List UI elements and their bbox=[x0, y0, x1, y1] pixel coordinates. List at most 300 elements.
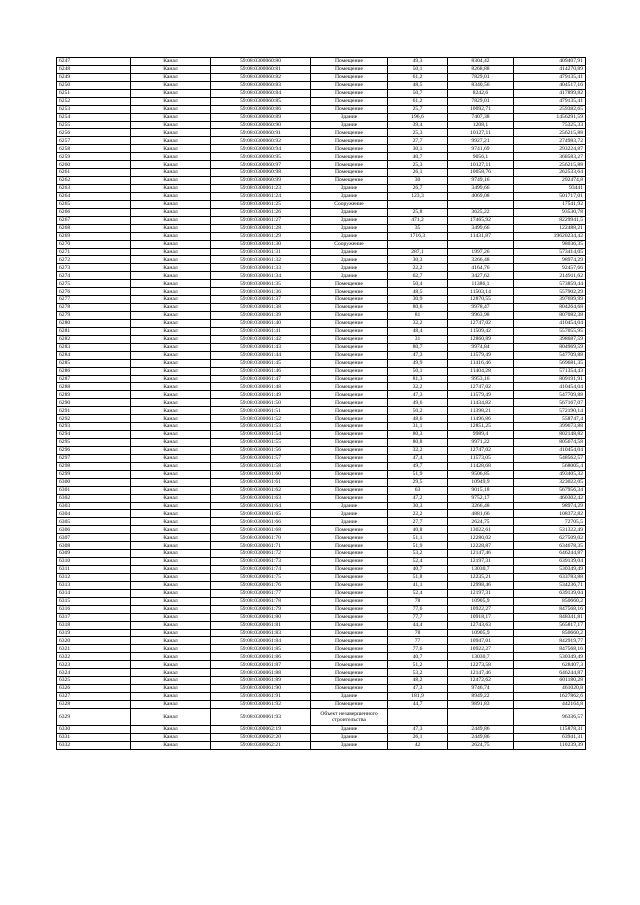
object-type-cell: Здание bbox=[311, 216, 388, 224]
cadastral-number-cell: 59:08:0300061:56 bbox=[211, 446, 311, 454]
settlement-cell: Канал bbox=[131, 177, 211, 185]
cadastral-number-cell: 59:08:0300061:73 bbox=[211, 558, 311, 566]
cadastral-value-cell: 399673,88 bbox=[514, 423, 586, 431]
cadastral-value-cell: 802148,82 bbox=[514, 431, 586, 439]
row-number-cell: 6251 bbox=[57, 89, 131, 97]
row-number-cell: 6247 bbox=[57, 58, 131, 66]
specific-value-cell: 9963,98 bbox=[448, 312, 514, 320]
area-cell: 52,4 bbox=[388, 589, 448, 597]
table-row bbox=[57, 58, 586, 66]
object-type-cell: Помещение bbox=[311, 407, 388, 415]
cadastral-number-cell: 59:08:0300061:52 bbox=[211, 415, 311, 423]
object-type-cell: Здание bbox=[311, 264, 388, 272]
specific-value-cell: 1997,26 bbox=[448, 248, 514, 256]
object-type-cell: Помещение bbox=[311, 177, 388, 185]
specific-value-cell: 11496,86 bbox=[448, 415, 514, 423]
cadastral-value-cell: 573414,05 bbox=[514, 248, 586, 256]
settlement-cell: Канал bbox=[131, 359, 211, 367]
table-row bbox=[57, 470, 586, 478]
table-row bbox=[57, 558, 586, 566]
settlement-cell: Канал bbox=[131, 264, 211, 272]
cadastral-number-cell: 59:08:0300061:41 bbox=[211, 327, 311, 335]
cadastral-value-cell: 548562,57 bbox=[514, 454, 586, 462]
cadastral-value-cell: 479135,41 bbox=[514, 97, 586, 105]
row-number-cell: 6283 bbox=[57, 343, 131, 351]
specific-value-cell: 12851,25 bbox=[448, 423, 514, 431]
object-type-cell: Помещение bbox=[311, 375, 388, 383]
area-cell: 51,8 bbox=[388, 573, 448, 581]
cadastral-value-cell: 404517,16 bbox=[514, 81, 586, 89]
specific-value-cell: 12197,31 bbox=[448, 558, 514, 566]
cadastral-number-cell: 59:08:0300061:62 bbox=[211, 486, 311, 494]
area-cell: 50,2 bbox=[388, 407, 448, 415]
settlement-cell: Канал bbox=[131, 589, 211, 597]
settlement-cell: Канал bbox=[131, 597, 211, 605]
cadastral-value-cell: 414270,89 bbox=[514, 65, 586, 73]
row-number-cell: 6316 bbox=[57, 605, 131, 613]
table-row bbox=[57, 700, 586, 708]
settlement-cell: Канал bbox=[131, 669, 211, 677]
area-cell: 31 bbox=[388, 335, 448, 343]
table-row bbox=[57, 653, 586, 661]
table-row bbox=[57, 351, 586, 359]
cadastral-value-cell: 72705,5 bbox=[514, 518, 586, 526]
specific-value-cell: 12747,02 bbox=[448, 383, 514, 391]
table-row bbox=[57, 685, 586, 693]
object-type-cell: Помещение bbox=[311, 589, 388, 597]
cadastral-value-cell: 847568,16 bbox=[514, 645, 586, 653]
table-row bbox=[57, 240, 586, 248]
object-type-cell: Объект незавершенного строительства bbox=[311, 708, 388, 725]
cadastral-number-cell: 59:08:0300061:66 bbox=[211, 518, 311, 526]
row-number-cell: 6298 bbox=[57, 462, 131, 470]
row-number-cell: 6325 bbox=[57, 677, 131, 685]
object-type-cell: Помещение bbox=[311, 89, 388, 97]
cadastral-number-cell: 59:08:0300061:45 bbox=[211, 359, 311, 367]
cadastral-number-cell: 59:08:0300060:86 bbox=[211, 105, 311, 113]
settlement-cell: Канал bbox=[131, 399, 211, 407]
specific-value-cell: 12747,02 bbox=[448, 319, 514, 327]
cadastral-value-cell: 262533,64 bbox=[514, 169, 586, 177]
settlement-cell: Канал bbox=[131, 65, 211, 73]
table-row bbox=[57, 137, 586, 145]
object-type-cell: Здание bbox=[311, 232, 388, 240]
row-number-cell: 6326 bbox=[57, 685, 131, 693]
table-body bbox=[57, 58, 586, 750]
object-type-cell: Помещение bbox=[311, 288, 388, 296]
specific-value-cell: 11404,28 bbox=[448, 367, 514, 375]
row-number-cell: 6270 bbox=[57, 240, 131, 248]
table-row bbox=[57, 359, 586, 367]
object-type-cell: Сооружение bbox=[311, 240, 388, 248]
cadastral-table bbox=[56, 57, 586, 750]
cadastral-value-cell: 17541,92 bbox=[514, 200, 586, 208]
cadastral-number-cell: 59:08:0300061:27 bbox=[211, 216, 311, 224]
table-row bbox=[57, 208, 586, 216]
specific-value-cell: 11509,42 bbox=[448, 327, 514, 335]
cadastral-value-cell: 809191,91 bbox=[514, 375, 586, 383]
cadastral-number-cell: 59:08:0300061:63 bbox=[211, 494, 311, 502]
cadastral-value-cell: 409407,91 bbox=[514, 58, 586, 66]
cadastral-number-cell: 59:08:0300061:71 bbox=[211, 542, 311, 550]
cadastral-value-cell: 460302,42 bbox=[514, 494, 586, 502]
area-cell: 49,3 bbox=[388, 58, 448, 66]
settlement-cell: Канал bbox=[131, 383, 211, 391]
row-number-cell: 6290 bbox=[57, 399, 131, 407]
cadastral-number-cell: 59:08:0300062:21 bbox=[211, 741, 311, 749]
row-number-cell: 6309 bbox=[57, 550, 131, 558]
settlement-cell: Канал bbox=[131, 629, 211, 637]
specific-value-cell: 12747,02 bbox=[448, 446, 514, 454]
cadastral-value-cell: 571354,43 bbox=[514, 367, 586, 375]
object-type-cell: Здание bbox=[311, 113, 388, 121]
settlement-cell: Канал bbox=[131, 113, 211, 121]
row-number-cell: 6295 bbox=[57, 439, 131, 447]
cadastral-number-cell: 59:08:0300060:90 bbox=[211, 121, 311, 129]
table-row bbox=[57, 272, 586, 280]
cadastral-number-cell: 59:08:0300061:54 bbox=[211, 431, 311, 439]
cadastral-value-cell: 534236,71 bbox=[514, 581, 586, 589]
cadastral-number-cell: 59:08:0300061:86 bbox=[211, 653, 311, 661]
table-row bbox=[57, 462, 586, 470]
specific-value-cell: 11579,49 bbox=[448, 351, 514, 359]
area-cell: 30,3 bbox=[388, 256, 448, 264]
object-type-cell: Помещение bbox=[311, 677, 388, 685]
table-row bbox=[57, 335, 586, 343]
table-row bbox=[57, 224, 586, 232]
object-type-cell: Помещение bbox=[311, 685, 388, 693]
specific-value-cell: 11503,14 bbox=[448, 288, 514, 296]
object-type-cell: Здание bbox=[311, 192, 388, 200]
settlement-cell: Канал bbox=[131, 725, 211, 733]
specific-value-cell: 13030,7 bbox=[448, 566, 514, 574]
specific-value-cell: 8242,6 bbox=[448, 89, 514, 97]
area-cell: 48,6 bbox=[388, 415, 448, 423]
cadastral-number-cell: 59:08:0300061:74 bbox=[211, 566, 311, 574]
area-cell: 47,3 bbox=[388, 685, 448, 693]
settlement-cell: Канал bbox=[131, 446, 211, 454]
row-number-cell: 6262 bbox=[57, 177, 131, 185]
row-number-cell: 6307 bbox=[57, 534, 131, 542]
table-row bbox=[57, 589, 586, 597]
settlement-cell: Канал bbox=[131, 335, 211, 343]
cadastral-number-cell: 59:08:0300061:58 bbox=[211, 462, 311, 470]
cadastral-number-cell: 59:08:0300061:77 bbox=[211, 589, 311, 597]
area-cell: 25,3 bbox=[388, 161, 448, 169]
area-cell bbox=[388, 200, 448, 208]
object-type-cell: Помещение bbox=[311, 129, 388, 137]
specific-value-cell: 9741,69 bbox=[448, 145, 514, 153]
area-cell: 78 bbox=[388, 597, 448, 605]
settlement-cell: Канал bbox=[131, 470, 211, 478]
area-cell: 49,9 bbox=[388, 359, 448, 367]
specific-value-cell: 2449,86 bbox=[448, 725, 514, 733]
table-row bbox=[57, 327, 586, 335]
specific-value-cell: 10127,11 bbox=[448, 161, 514, 169]
cadastral-value-cell: 98974,29 bbox=[514, 256, 586, 264]
table-row bbox=[57, 319, 586, 327]
area-cell: 22,2 bbox=[388, 264, 448, 272]
area-cell: 25,7 bbox=[388, 105, 448, 113]
specific-value-cell: 8304,42 bbox=[448, 58, 514, 66]
table-row bbox=[57, 550, 586, 558]
table-row bbox=[57, 121, 586, 129]
area-cell: 32,2 bbox=[388, 446, 448, 454]
table-row bbox=[57, 399, 586, 407]
area-cell: 40,7 bbox=[388, 653, 448, 661]
cadastral-number-cell: 59:08:0300062:20 bbox=[211, 733, 311, 741]
area-cell: 50,1 bbox=[388, 367, 448, 375]
table-row bbox=[57, 494, 586, 502]
area-cell: 27,7 bbox=[388, 137, 448, 145]
cadastral-number-cell: 59:08:0300061:91 bbox=[211, 693, 311, 701]
object-type-cell: Помещение bbox=[311, 573, 388, 581]
row-number-cell: 6263 bbox=[57, 185, 131, 193]
cadastral-value-cell: 639139,04 bbox=[514, 558, 586, 566]
specific-value-cell: 9506,85 bbox=[448, 470, 514, 478]
object-type-cell: Здание bbox=[311, 121, 388, 129]
specific-value-cell: 12235,21 bbox=[448, 573, 514, 581]
object-type-cell: Помещение bbox=[311, 645, 388, 653]
row-number-cell: 6293 bbox=[57, 423, 131, 431]
specific-value-cell: 9974,84 bbox=[448, 343, 514, 351]
cadastral-value-cell: 530349,49 bbox=[514, 653, 586, 661]
area-cell bbox=[388, 708, 448, 725]
area-cell: 63 bbox=[388, 486, 448, 494]
specific-value-cell: 12870,55 bbox=[448, 296, 514, 304]
settlement-cell: Канал bbox=[131, 216, 211, 224]
row-number-cell: 6252 bbox=[57, 97, 131, 105]
table-row bbox=[57, 415, 586, 423]
object-type-cell: Помещение bbox=[311, 621, 388, 629]
specific-value-cell: 11431,87 bbox=[448, 232, 514, 240]
table-row bbox=[57, 264, 586, 272]
cadastral-number-cell: 59:08:0300061:48 bbox=[211, 383, 311, 391]
row-number-cell: 6302 bbox=[57, 494, 131, 502]
cadastral-number-cell: 59:08:0300061:88 bbox=[211, 669, 311, 677]
table-row bbox=[57, 439, 586, 447]
specific-value-cell: 10058,76 bbox=[448, 169, 514, 177]
settlement-cell: Канал bbox=[131, 407, 211, 415]
cadastral-value-cell: 110239,39 bbox=[514, 741, 586, 749]
cadastral-value-cell: 530349,49 bbox=[514, 566, 586, 574]
cadastral-number-cell: 59:08:0300061:84 bbox=[211, 637, 311, 645]
object-type-cell: Помещение bbox=[311, 423, 388, 431]
area-cell: 51,9 bbox=[388, 542, 448, 550]
specific-value-cell: 3427,62 bbox=[448, 272, 514, 280]
table-row bbox=[57, 200, 586, 208]
table-row bbox=[57, 629, 586, 637]
object-type-cell: Помещение bbox=[311, 446, 388, 454]
table-row bbox=[57, 566, 586, 574]
cadastral-number-cell: 59:08:0300061:51 bbox=[211, 407, 311, 415]
row-number-cell: 6269 bbox=[57, 232, 131, 240]
row-number-cell: 6258 bbox=[57, 145, 131, 153]
cadastral-number-cell: 59:08:0300060:89 bbox=[211, 113, 311, 121]
cadastral-value-cell: 842919,77 bbox=[514, 637, 586, 645]
cadastral-value-cell: 565817,17 bbox=[514, 621, 586, 629]
cadastral-number-cell: 59:08:0300060:99 bbox=[211, 177, 311, 185]
area-cell: 181,9 bbox=[388, 693, 448, 701]
row-number-cell: 6266 bbox=[57, 208, 131, 216]
object-type-cell: Здание bbox=[311, 208, 388, 216]
object-type-cell: Сооружение bbox=[311, 200, 388, 208]
table-row bbox=[57, 573, 586, 581]
row-number-cell: 6276 bbox=[57, 288, 131, 296]
object-type-cell: Помещение bbox=[311, 462, 388, 470]
cadastral-number-cell: 59:08:0300061:47 bbox=[211, 375, 311, 383]
settlement-cell: Канал bbox=[131, 304, 211, 312]
cadastral-value-cell: 256215,88 bbox=[514, 129, 586, 137]
settlement-cell: Канал bbox=[131, 661, 211, 669]
settlement-cell: Канал bbox=[131, 486, 211, 494]
object-type-cell: Здание bbox=[311, 185, 388, 193]
area-cell: 30,1 bbox=[388, 145, 448, 153]
cadastral-number-cell: 59:08:0300061:85 bbox=[211, 645, 311, 653]
specific-value-cell: 7829,01 bbox=[448, 73, 514, 81]
settlement-cell: Канал bbox=[131, 375, 211, 383]
area-cell: 196,6 bbox=[388, 113, 448, 121]
cadastral-value-cell: 115878,31 bbox=[514, 725, 586, 733]
cadastral-value-cell: 122488,21 bbox=[514, 224, 586, 232]
cadastral-value-cell: 558747,4 bbox=[514, 415, 586, 423]
specific-value-cell: 17465,92 bbox=[448, 216, 514, 224]
specific-value-cell: 11416,46 bbox=[448, 359, 514, 367]
cadastral-value-cell: 531322,49 bbox=[514, 526, 586, 534]
settlement-cell: Канал bbox=[131, 733, 211, 741]
settlement-cell: Канал bbox=[131, 700, 211, 708]
row-number-cell: 6253 bbox=[57, 105, 131, 113]
settlement-cell: Канал bbox=[131, 367, 211, 375]
cadastral-value-cell: 293224,87 bbox=[514, 145, 586, 153]
table-row bbox=[57, 693, 586, 701]
specific-value-cell: 2624,75 bbox=[448, 518, 514, 526]
table-row bbox=[57, 113, 586, 121]
table-row bbox=[57, 153, 586, 161]
row-number-cell: 6255 bbox=[57, 121, 131, 129]
cadastral-number-cell: 59:08:0300061:43 bbox=[211, 343, 311, 351]
row-number-cell: 6303 bbox=[57, 502, 131, 510]
object-type-cell: Помещение bbox=[311, 367, 388, 375]
row-number-cell: 6314 bbox=[57, 589, 131, 597]
area-cell: 47,3 bbox=[388, 725, 448, 733]
cadastral-number-cell: 59:08:0300061:93 bbox=[211, 708, 311, 725]
row-number-cell: 6257 bbox=[57, 137, 131, 145]
area-cell: 81 bbox=[388, 312, 448, 320]
object-type-cell: Помещение bbox=[311, 669, 388, 677]
table-row bbox=[57, 534, 586, 542]
area-cell: 52,4 bbox=[388, 558, 448, 566]
table-row bbox=[57, 367, 586, 375]
area-cell: 39,4 bbox=[388, 121, 448, 129]
settlement-cell: Канал bbox=[131, 288, 211, 296]
cadastral-number-cell: 59:08:0300061:76 bbox=[211, 581, 311, 589]
row-number-cell: 6254 bbox=[57, 113, 131, 121]
specific-value-cell: 8340,56 bbox=[448, 81, 514, 89]
settlement-cell: Канал bbox=[131, 145, 211, 153]
cadastral-value-cell: 292474,8 bbox=[514, 177, 586, 185]
area-cell: 40,7 bbox=[388, 566, 448, 574]
cadastral-number-cell: 59:08:0300061:87 bbox=[211, 661, 311, 669]
table-row bbox=[57, 169, 586, 177]
cadastral-number-cell: 59:08:0300061:75 bbox=[211, 573, 311, 581]
cadastral-number-cell: 59:08:0300061:55 bbox=[211, 439, 311, 447]
area-cell: 50,1 bbox=[388, 65, 448, 73]
area-cell: 81,3 bbox=[388, 375, 448, 383]
row-number-cell: 6294 bbox=[57, 431, 131, 439]
object-type-cell: Помещение bbox=[311, 431, 388, 439]
object-type-cell: Помещение bbox=[311, 327, 388, 335]
table-row bbox=[57, 510, 586, 518]
table-row bbox=[57, 597, 586, 605]
settlement-cell: Канал bbox=[131, 97, 211, 105]
area-cell: 48,2 bbox=[388, 677, 448, 685]
row-number-cell: 6312 bbox=[57, 573, 131, 581]
cadastral-value-cell: 417899,82 bbox=[514, 89, 586, 97]
cadastral-number-cell: 59:08:0300061:89 bbox=[211, 677, 311, 685]
object-type-cell: Помещение bbox=[311, 700, 388, 708]
cadastral-number-cell: 59:08:0300061:31 bbox=[211, 248, 311, 256]
area-cell: 48,4 bbox=[388, 327, 448, 335]
settlement-cell: Канал bbox=[131, 153, 211, 161]
specific-value-cell: 10947,01 bbox=[448, 637, 514, 645]
cadastral-number-cell: 59:08:0300061:39 bbox=[211, 312, 311, 320]
settlement-cell: Канал bbox=[131, 685, 211, 693]
object-type-cell: Помещение bbox=[311, 304, 388, 312]
cadastral-value-cell: 847568,16 bbox=[514, 605, 586, 613]
cadastral-value-cell: 323022,05 bbox=[514, 478, 586, 486]
cadastral-value-cell: 633783,88 bbox=[514, 573, 586, 581]
settlement-cell: Канал bbox=[131, 653, 211, 661]
row-number-cell: 6319 bbox=[57, 629, 131, 637]
table-row bbox=[57, 423, 586, 431]
cadastral-number-cell: 59:08:0300061:70 bbox=[211, 534, 311, 542]
row-number-cell: 6300 bbox=[57, 478, 131, 486]
area-cell: 77,6 bbox=[388, 605, 448, 613]
table-row bbox=[57, 73, 586, 81]
cadastral-number-cell: 59:08:0300060:81 bbox=[211, 65, 311, 73]
cadastral-value-cell: 567167,07 bbox=[514, 399, 586, 407]
row-number-cell: 6285 bbox=[57, 359, 131, 367]
object-type-cell: Помещение bbox=[311, 415, 388, 423]
area-cell: 26,1 bbox=[388, 169, 448, 177]
row-number-cell: 6308 bbox=[57, 542, 131, 550]
object-type-cell: Помещение bbox=[311, 391, 388, 399]
table-row bbox=[57, 97, 586, 105]
row-number-cell: 6296 bbox=[57, 446, 131, 454]
specific-value-cell: 8949,22 bbox=[448, 693, 514, 701]
object-type-cell: Здание bbox=[311, 518, 388, 526]
row-number-cell: 6275 bbox=[57, 280, 131, 288]
object-type-cell: Помещение bbox=[311, 399, 388, 407]
table-row bbox=[57, 478, 586, 486]
object-type-cell: Помещение bbox=[311, 137, 388, 145]
area-cell: 44,4 bbox=[388, 621, 448, 629]
area-cell: 50,4 bbox=[388, 280, 448, 288]
cadastral-value-cell: 557055,95 bbox=[514, 327, 586, 335]
row-number-cell: 6271 bbox=[57, 248, 131, 256]
settlement-cell: Канал bbox=[131, 169, 211, 177]
cadastral-number-cell: 59:08:0300062:19 bbox=[211, 725, 311, 733]
specific-value-cell: 9927,21 bbox=[448, 137, 514, 145]
cadastral-value-cell: 93530,78 bbox=[514, 208, 586, 216]
settlement-cell: Канал bbox=[131, 73, 211, 81]
settlement-cell: Канал bbox=[131, 224, 211, 232]
row-number-cell: 6268 bbox=[57, 224, 131, 232]
area-cell: 47,3 bbox=[388, 351, 448, 359]
cadastral-number-cell: 59:08:0300061:35 bbox=[211, 280, 311, 288]
cadastral-value-cell: 256215,88 bbox=[514, 161, 586, 169]
